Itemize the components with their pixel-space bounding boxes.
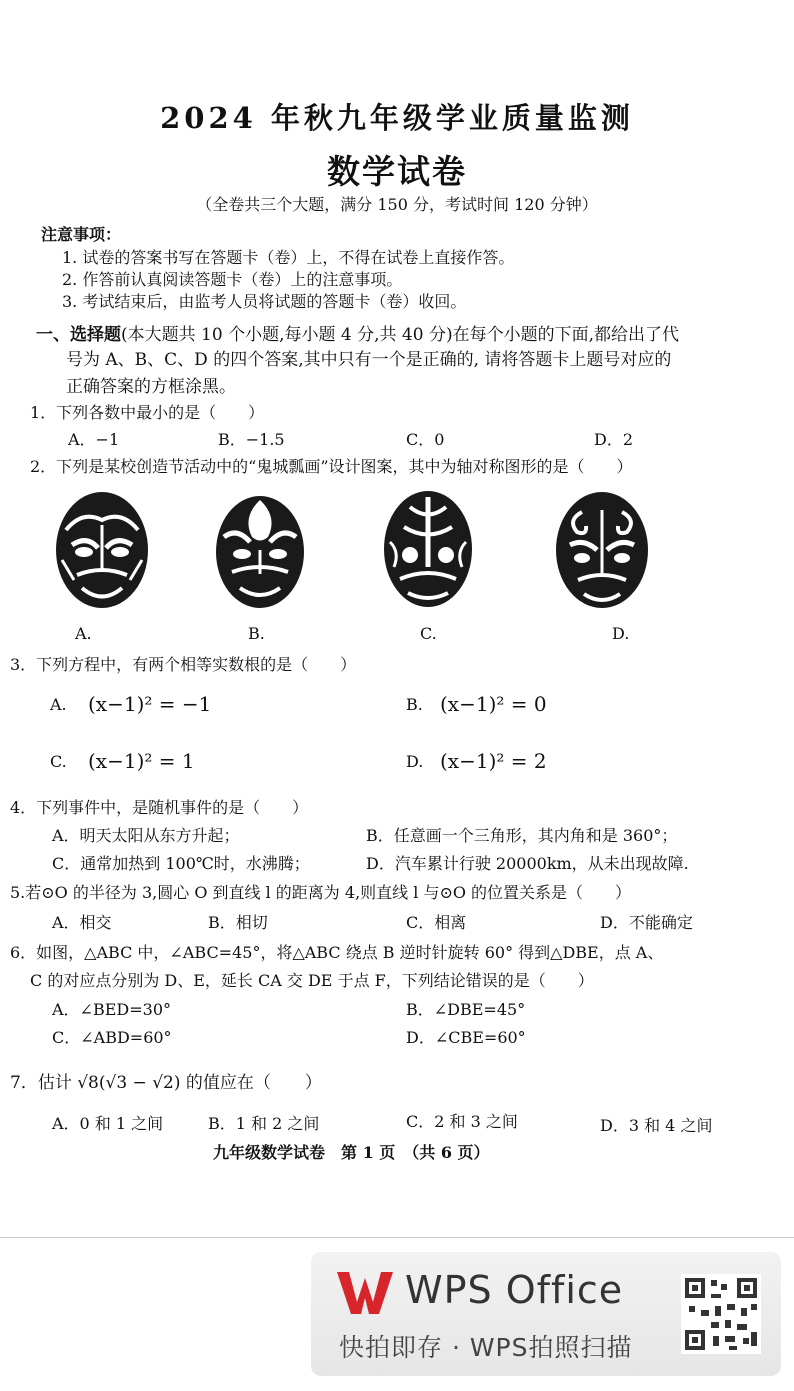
q3-stem: 3．下列方程中，有两个相等实数根的是（ ） xyxy=(10,655,357,674)
q5-option-c: C．相离 xyxy=(406,913,467,932)
section-1-line-1: (本大题共 10 个小题,每小题 4 分,共 40 分)在每个小题的下面,都给出了代 xyxy=(121,325,679,345)
q6-stem-line-1: 6．如图，△ABC 中，∠ABC=45°，将△ABC 绕点 B 逆时针旋转 60° 得到△DBE，点 A、 xyxy=(10,943,664,962)
notice-item-3: 3. 考试结束后，由监考人员将试题的答题卡（卷）收回。 xyxy=(62,292,467,311)
q3-option-b-label: B. xyxy=(406,695,423,714)
q4-stem: 4．下列事件中，是随机事件的是（ ） xyxy=(10,798,309,817)
page-edge-divider xyxy=(0,1237,794,1238)
page-footer: 九年级数学试卷 第 1 页 （共 6 页） xyxy=(213,1143,490,1162)
q5-option-b: B．相切 xyxy=(208,913,268,932)
q6-option-a: A．∠BED=30° xyxy=(52,1000,171,1019)
qr-code-icon xyxy=(681,1274,761,1354)
q7-option-c: C．2 和 3 之间 xyxy=(406,1112,518,1131)
q5-stem: 5.若⊙O 的半径为 3,圆心 O 到直线 l 的距离为 4,则直线 l 与⊙O 的位置关系是（ ） xyxy=(10,883,632,902)
notice-item-2: 2. 作答前认真阅读答题卡（卷）上的注意事项。 xyxy=(62,270,403,289)
q5-option-a: A．相交 xyxy=(52,913,112,932)
q5-option-d: D．不能确定 xyxy=(600,913,693,932)
wps-logo-icon xyxy=(335,1268,395,1316)
q3-option-d-expr: (x−1)² = 2 xyxy=(440,749,547,773)
q7-option-b: B．1 和 2 之间 xyxy=(208,1114,320,1133)
wps-brand-name: WPS Office xyxy=(405,1268,624,1312)
q3-option-c-expr: (x−1)² = 1 xyxy=(88,749,195,773)
q7-stem: 7．估计 √8(√3 − √2) 的值应在（ ） xyxy=(10,1073,322,1093)
q2-option-c: C. xyxy=(420,624,437,643)
q4-option-d: D．汽车累计行驶 20000km，从未出现故障. xyxy=(366,854,689,873)
wps-watermark xyxy=(311,1252,781,1376)
q1-option-c: C．0 xyxy=(406,430,445,449)
section-1-line-2: 号为 A、B、C、D 的四个答案,其中只有一个是正确的, 请将答题卡上题号对应的 xyxy=(66,350,672,370)
exam-subtitle: 数学试卷 xyxy=(327,152,467,191)
q6-option-d: D．∠CBE=60° xyxy=(406,1028,526,1047)
q4-option-a: A．明天太阳从东方升起； xyxy=(52,826,240,845)
wps-tagline: 快拍即存 · WPS拍照扫描 xyxy=(339,1333,633,1362)
q4-option-c: C．通常加热到 100℃时，水沸腾； xyxy=(52,854,310,873)
q3-option-d-label: D. xyxy=(406,752,424,771)
q1-option-d: D．2 xyxy=(594,430,634,449)
q6-option-c: C．∠ABD=60° xyxy=(52,1028,172,1047)
q1-option-a: A．−1 xyxy=(68,430,120,449)
section-1-label: 一、选择题 xyxy=(36,325,121,345)
q3-option-c-label: C. xyxy=(50,752,67,771)
q6-stem-line-2: C 的对应点分别为 D、E，延长 CA 交 DE 于点 F，下列结论错误的是（ ） xyxy=(30,971,594,990)
mask-b-image xyxy=(212,492,308,612)
mask-c-image xyxy=(380,487,476,611)
notice-heading: 注意事项： xyxy=(41,225,122,244)
q7-option-d: D．3 和 4 之间 xyxy=(600,1116,713,1135)
section-1-header xyxy=(36,320,679,345)
q1-option-b: B．−1.5 xyxy=(218,430,285,449)
q2-option-a: A. xyxy=(75,624,92,643)
mask-a-image xyxy=(52,490,152,614)
q6-option-b: B．∠DBE=45° xyxy=(406,1000,526,1019)
q3-option-b-expr: (x−1)² = 0 xyxy=(440,692,547,716)
mask-d-image xyxy=(552,490,652,614)
q2-option-b: B. xyxy=(248,624,265,643)
q4-option-b: B．任意画一个三角形，其内角和是 360°； xyxy=(366,826,678,845)
q7-option-a: A．0 和 1 之间 xyxy=(52,1114,164,1133)
q2-stem: 2．下列是某校创造节活动中的“鬼城瓢画”设计图案，其中为轴对称图形的是（ ） xyxy=(30,457,633,476)
q1-stem: 1．下列各数中最小的是（ ） xyxy=(30,403,265,422)
q3-option-a-label: A. xyxy=(50,695,67,714)
section-1-line-3: 正确答案的方框涂黑。 xyxy=(66,377,236,397)
q2-option-d: D. xyxy=(612,624,630,643)
exam-info: （全卷共三个大题，满分 150 分，考试时间 120 分钟） xyxy=(196,195,598,214)
notice-item-1: 1. 试卷的答案书写在答题卡（卷）上，不得在试卷上直接作答。 xyxy=(62,248,515,267)
exam-title: 2024 年秋九年级学业质量监测 xyxy=(160,101,634,135)
q3-option-a-expr: (x−1)² = −1 xyxy=(88,692,212,716)
